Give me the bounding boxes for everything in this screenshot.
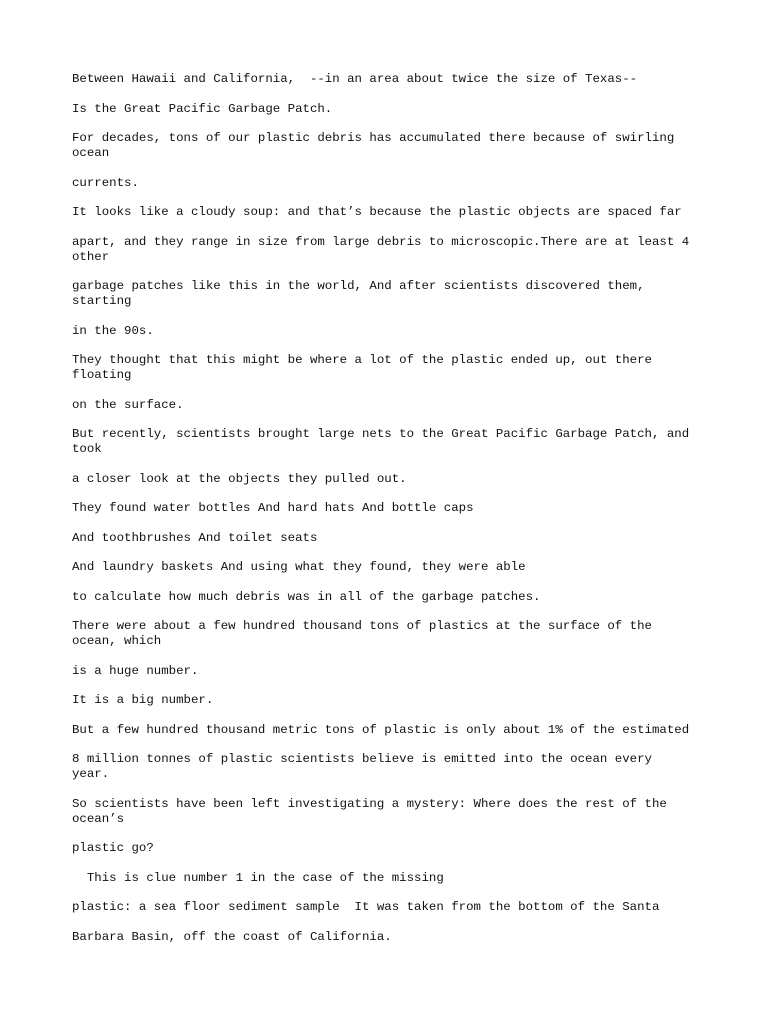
document-body	[72, 72, 697, 959]
text-line: Barbara Basin, off the coast of California.	[72, 929, 392, 944]
text-line: It looks like a cloudy soup: and that’s because the plastic objects are spaced far	[72, 205, 682, 219]
text-line: garbage patches like this in the world, And after scientists discovered them, starting	[72, 279, 652, 308]
text-line: plastic: a sea floor sediment sample It was taken from the bottom of the Santa	[72, 900, 660, 914]
text-line: plastic go?	[72, 841, 154, 855]
text-line: It is a big number.	[72, 693, 214, 707]
text-line: There were about a few hundred thousand tons of plastics at the surface of the ocean, which	[72, 619, 660, 648]
text-line: For decades, tons of our plastic debris has accumulated there because of swirling ocean	[72, 131, 682, 160]
text-line: in the 90s.	[72, 323, 154, 338]
text-line: They thought that this might be where a lot of the plastic ended up, out there floating	[72, 353, 660, 382]
text-line: They found water bottles And hard hats And bottle caps	[72, 501, 474, 515]
text-line: But recently, scientists brought large nets to the Great Pacific Garbage Patch, and took	[72, 427, 697, 456]
text-line: to calculate how much debris was in all of the garbage patches.	[72, 589, 541, 604]
text-line: And toothbrushes And toilet seats	[72, 530, 318, 545]
text-line: a closer look at the objects they pulled out.	[72, 471, 407, 486]
text-line: But a few hundred thousand metric tons of plastic is only about 1% of the estimated	[72, 722, 690, 737]
text-line: currents.	[72, 175, 139, 190]
text-line: And laundry baskets And using what they found, they were able	[72, 560, 526, 574]
text-line: apart, and they range in size from large debris to microscopic.There are at least 4 other	[72, 234, 697, 264]
text-line: 8 million tonnes of plastic scientists believe is emitted into the ocean every year.	[72, 752, 660, 781]
text-line: So scientists have been left investigating a mystery: Where does the rest of the ocean’s	[72, 796, 675, 826]
text-line: Is the Great Pacific Garbage Patch.	[72, 101, 333, 116]
text-line: This is clue number 1 in the case of the missing	[72, 870, 444, 885]
text-line: on the surface.	[72, 397, 184, 412]
text-line: is a huge number.	[72, 663, 199, 678]
text-line: Between Hawaii and California, --in an area about twice the size of Texas--	[72, 72, 638, 86]
